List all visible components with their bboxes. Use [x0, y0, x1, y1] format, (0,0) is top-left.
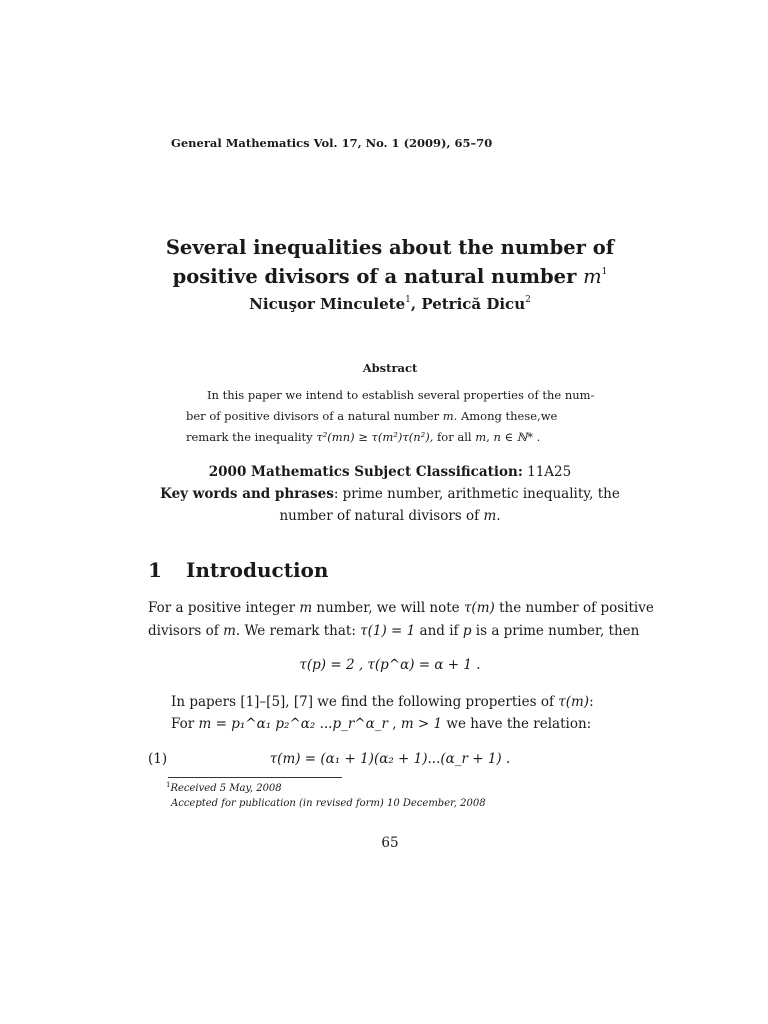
- author-2-affiliation-mark: 2: [525, 295, 531, 305]
- subject-classification: [0, 464, 768, 480]
- abstract-condition: m, n ∈ ℕ*: [475, 430, 533, 444]
- p2-l2-factorization: m = p₁^α₁ p₂^α₂ ...p_r^α_r: [198, 716, 388, 732]
- p1-l2-var-p: p: [462, 623, 472, 639]
- p1-l1-var-tau: τ(m): [463, 600, 495, 616]
- p1-l2-equation: τ(1) = 1: [360, 623, 416, 639]
- footnote-received: [166, 781, 282, 794]
- p1-l2-a: divisors of: [148, 623, 224, 639]
- abstract-heading: Abstract: [362, 361, 418, 375]
- p1-l2-c: and if: [415, 623, 463, 639]
- abstract-line-3: [186, 430, 540, 444]
- paper-title-line-1: Several inequalities about the number of: [165, 236, 615, 259]
- abstract-line-1: In this paper we intend to establish several properties of the num-: [207, 388, 595, 402]
- paragraph-1-line-2: [148, 623, 639, 639]
- footnote-received-text: Received 5 May, 2008: [170, 783, 282, 794]
- keywords-line-2: [0, 508, 768, 524]
- author-separator: ,: [410, 295, 422, 313]
- p1-l1-a: For a positive integer: [148, 600, 300, 616]
- section-title: Introduction: [186, 558, 329, 582]
- equation-1-formula: τ(m) = (α₁ + 1)(α₂ + 1)...(α_r + 1) .: [269, 751, 511, 767]
- p1-l2-var-m: m: [223, 623, 236, 639]
- abstract-line-3-mid: for all: [433, 430, 476, 444]
- equation-1-label: (1): [148, 751, 168, 767]
- p2-l1-var-tau: τ(m): [558, 694, 590, 710]
- paragraph-2-line-1: [171, 694, 594, 710]
- abstract-line-2: [186, 409, 557, 423]
- paragraph-1-line-1: [148, 600, 654, 616]
- p1-l2-b: . We remark that:: [235, 623, 361, 639]
- p2-l1-a: In papers [1]–[5], [7] we find the following properties of: [171, 694, 559, 710]
- footnote-mark: 1: [166, 781, 171, 789]
- keywords-variable-m: m: [483, 508, 497, 524]
- classification-label: 2000 Mathematics Subject Classification:: [208, 464, 523, 480]
- author-2: Petrică Dicu: [421, 295, 526, 313]
- footnote-accepted: Accepted for publication (in revised form) 10 December, 2008: [171, 798, 486, 809]
- section-number: 1: [148, 558, 162, 582]
- keywords-line-1: [0, 486, 768, 502]
- abstract-line-2-text: ber of positive divisors of a natural number: [186, 409, 443, 423]
- page-number: 65: [381, 835, 399, 851]
- paper-title-line-2: [0, 260, 768, 289]
- p1-l1-c: the number of positive: [494, 600, 654, 616]
- p1-l1-b: number, we will note: [312, 600, 464, 616]
- author-1: Nicuşor Minculete: [249, 295, 406, 313]
- author-1-affiliation-mark: 1: [405, 295, 411, 305]
- p2-l2-b: ,: [387, 716, 401, 732]
- p2-l2-condition: m > 1: [400, 716, 443, 732]
- p1-l2-d: is a prime number, then: [471, 623, 640, 639]
- p1-l1-var-m: m: [299, 600, 313, 616]
- display-equation: τ(p) = 2 , τ(p^α) = α + 1 .: [299, 657, 481, 673]
- keywords-line-2-text: number of natural divisors of: [279, 508, 484, 524]
- p2-l1-b: :: [589, 694, 594, 710]
- abstract-line-2-end: . Among these,we: [453, 409, 558, 423]
- abstract-line-3-end: .: [532, 430, 541, 444]
- p2-l2-c: we have the relation:: [442, 716, 592, 732]
- p2-l2-a: For: [171, 716, 199, 732]
- abstract-variable-m: m: [442, 409, 454, 423]
- keywords-line-2-end: .: [496, 508, 501, 524]
- abstract-line-3-text: remark the inequality: [186, 430, 317, 444]
- classification-value: 11A25: [522, 464, 572, 480]
- title-line-2-text: positive divisors of a natural number: [172, 265, 577, 288]
- title-variable: m: [583, 265, 602, 288]
- author-list: [0, 295, 768, 313]
- title-footnote-mark: 1: [601, 267, 608, 277]
- journal-header: General Mathematics Vol. 17, No. 1 (2009), 65–70: [171, 136, 493, 150]
- keywords-label: Key words and phrases: [160, 486, 334, 502]
- paragraph-2-line-2: [171, 716, 591, 732]
- keywords-value: : prime number, arithmetic inequality, the: [333, 486, 620, 502]
- footnote-rule: [168, 777, 342, 778]
- abstract-inequality-formula: τ²(mn) ≥ τ(m²)τ(n²),: [316, 430, 434, 444]
